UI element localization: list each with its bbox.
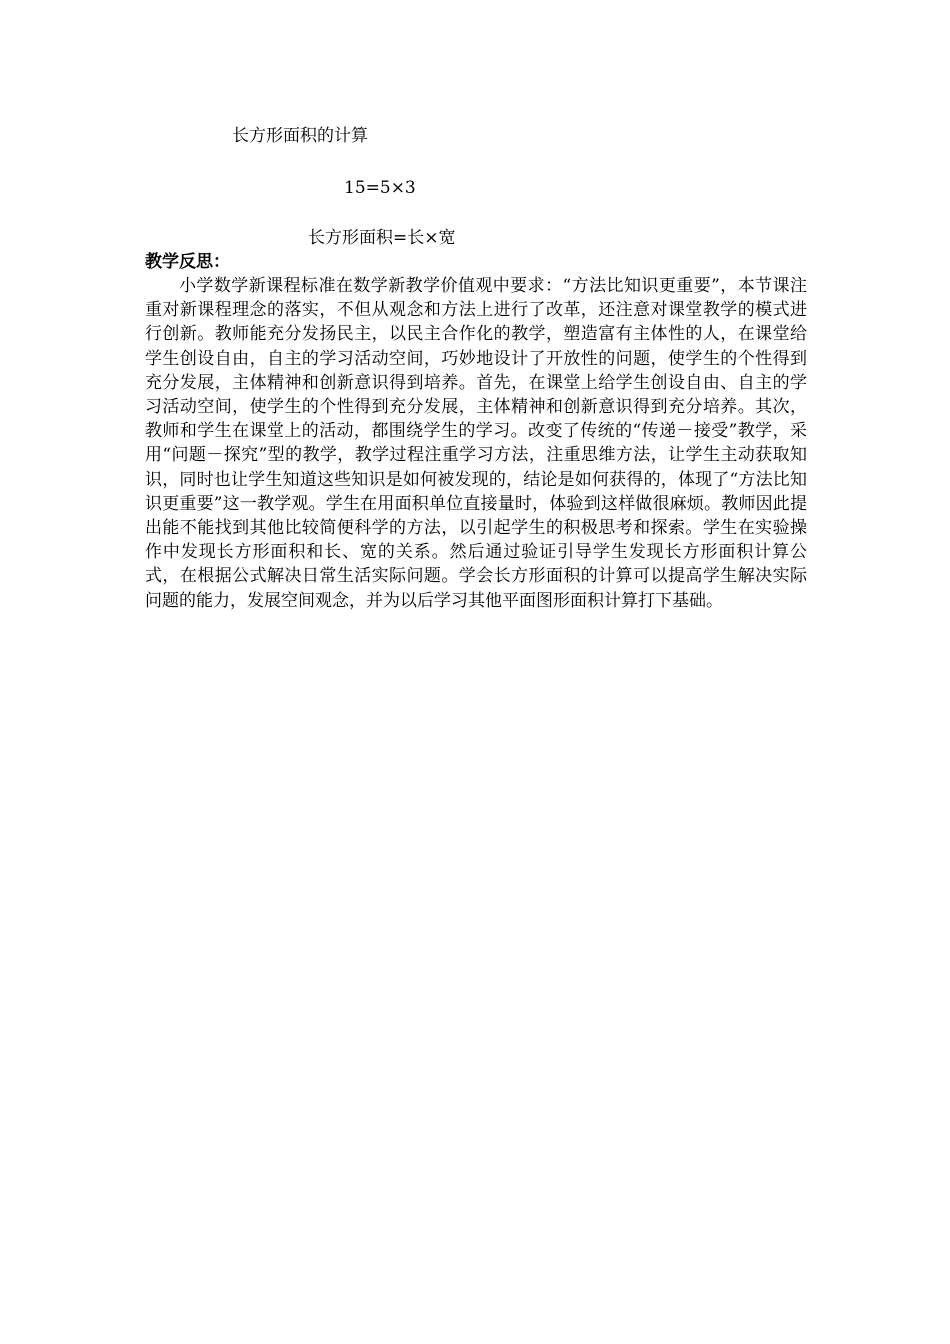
area-formula: 长方形面积=长×宽 [308, 228, 456, 248]
lesson-title: 长方形面积的计算 [232, 126, 368, 146]
formula-example: 15=5×3 [344, 178, 416, 198]
reflection-heading: 教学反思： [145, 252, 230, 272]
reflection-paragraph: 小学数学新课程标准在数学新教学价值观中要求：“方法比知识更重要”，本节课注重对新课程理念的落实，不但从观念和方法上进行了改革，还注意对课堂教学的模式进行创新。教师能充分发扬民主，以民主合作化的教学，塑造富有主体性的人，在课堂给学生创设自由，自主的学习活动空间，巧妙地设计了开放性的问题，使学生的个性得到充分发展，主体精神和创新意识得到培养。首先，在课堂上给学生创设自由、自主的学习活动空间，使学生的个性得到充分发展，主体精神和创新意识得到充分培养。其次，教师和学生在课堂上的活动，都围绕学生的学习。改变了传统的“传递－接受”教学，采用“问题－探究”型的教学，教学过程注重学习方法，注重思维方法，让学生主动获取知识，同时也让学生知道这些知识是如何被发现的，结论是如何获得的，体现了“方法比知识更重要”这一教学观。学生在用面积单位直接量时，体验到这样做很麻烦。教师因此提出能不能找到其他比较简便科学的方法，以引起学生的积极思考和探索。学生在实验操作中发现长方形面积和长、宽的关系。然后通过验证引导学生发现长方形面积计算公式，在根据公式解决日常生活实际问题。学会长方形面积的计算可以提高学生解决实际问题的能力，发展空间观念，并为以后学习其他平面图形面积计算打下基础。 [145, 276, 807, 611]
